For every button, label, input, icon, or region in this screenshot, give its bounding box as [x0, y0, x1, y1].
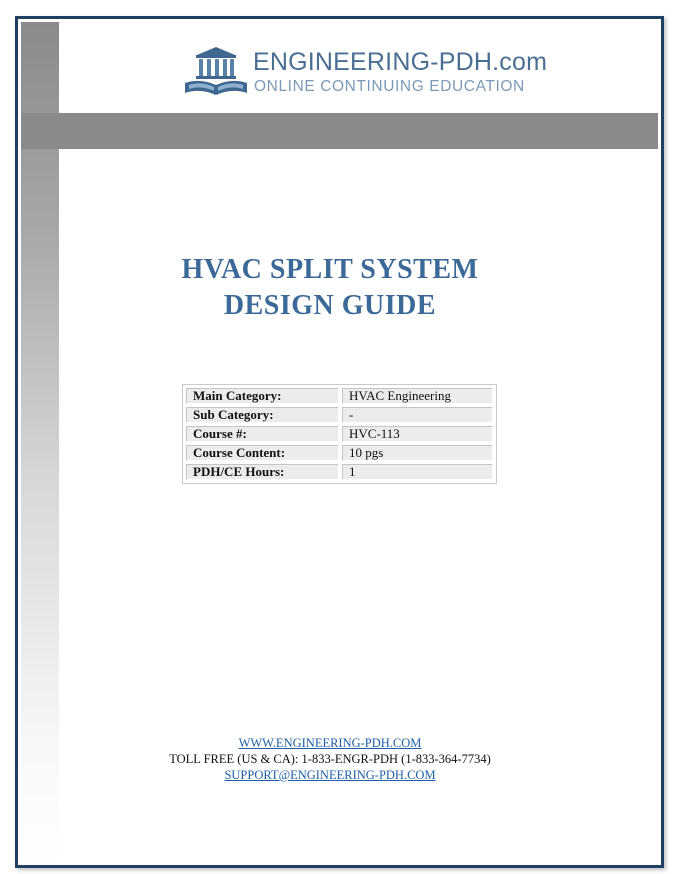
website-link[interactable]: WWW.ENGINEERING-PDH.COM — [238, 736, 422, 750]
logo-name: ENGINEERING-PDH.com — [253, 48, 548, 76]
logo-tagline: ONLINE CONTINUING EDUCATION — [254, 78, 525, 95]
contact-footer — [60, 735, 600, 783]
support-email-link[interactable]: SUPPORT@ENGINEERING-PDH.COM — [224, 768, 436, 782]
document-title — [60, 252, 600, 324]
table-label-cell: Sub Category: — [186, 407, 339, 423]
course-info-table — [182, 384, 497, 484]
table-label-cell: PDH/CE Hours: — [186, 464, 339, 480]
table-label-cell: Main Category: — [186, 388, 339, 404]
header-band — [21, 113, 658, 149]
table-row — [186, 426, 493, 442]
title-line-2: DESIGN GUIDE — [223, 290, 437, 321]
table-value-cell: HVAC Engineering — [342, 388, 493, 404]
logo — [183, 45, 548, 97]
table-row — [186, 464, 493, 480]
table-value-cell: 10 pgs — [342, 445, 493, 461]
table-label-cell: Course #: — [186, 426, 339, 442]
table-row — [186, 445, 493, 461]
table-row — [186, 388, 493, 404]
classical-building-book-icon — [183, 45, 249, 97]
table-value-cell: HVC-113 — [342, 426, 493, 442]
table-label-cell: Course Content: — [186, 445, 339, 461]
toll-free-phone: TOLL FREE (US & CA): 1-833-ENGR-PDH (1-833-364-7734) — [169, 752, 491, 766]
table-value-cell: 1 — [342, 464, 493, 480]
table-value-cell: - — [342, 407, 493, 423]
title-line-1: HVAC SPLIT SYSTEM — [181, 254, 479, 285]
table-row — [186, 407, 493, 423]
